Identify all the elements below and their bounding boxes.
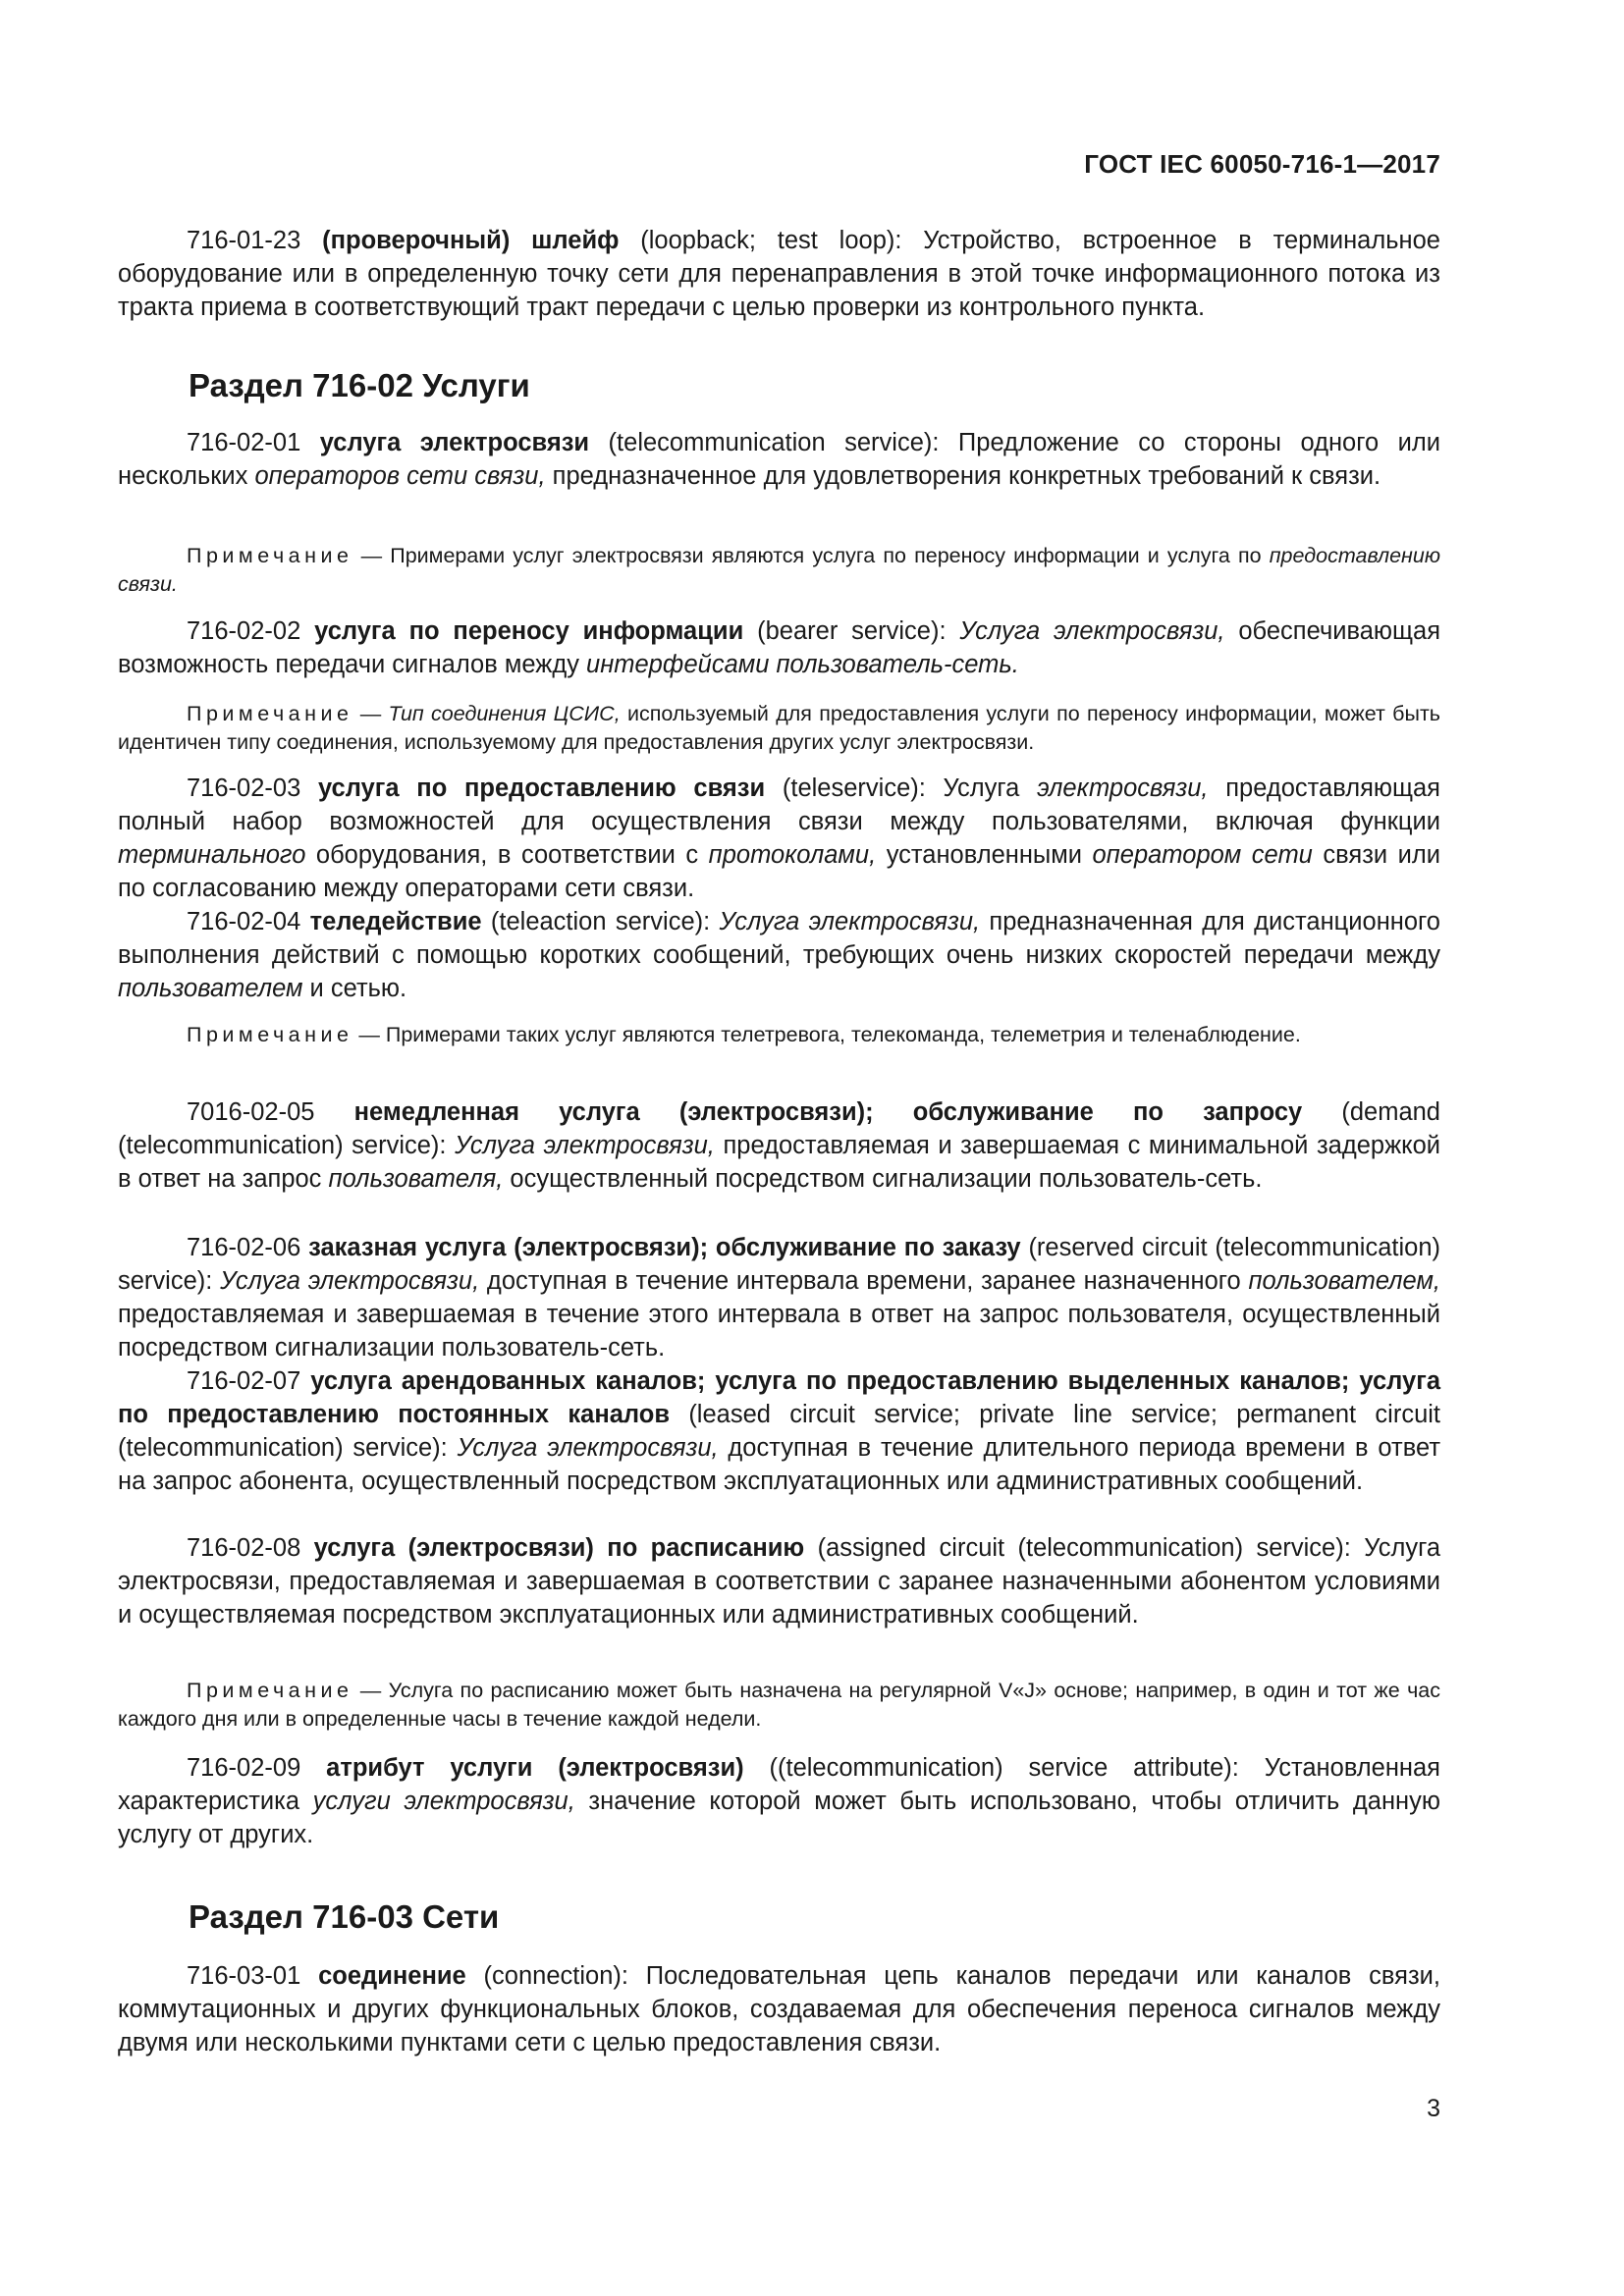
entry-term: услуга по переносу информации bbox=[314, 617, 744, 645]
entry-number: 7016-02-05 bbox=[187, 1098, 315, 1126]
entry-716-02-01: 716-02-01 услуга электросвязи (telecommunication service): Предложение со стороны одного или нескольких операторов сети связи, предназначенное для удовлетворения конкретных требований к связи. bbox=[118, 429, 1440, 490]
entry-number: 716-02-04 bbox=[187, 908, 301, 935]
entry-number: 716-02-02 bbox=[187, 617, 301, 645]
note-716-02-02: Примечание — Тип соединения ЦСИС, используемый для предоставления услуги по переносу информации, может быть идентичен типу соединения, используемому для предоставления других услуг электросвязи. bbox=[118, 702, 1440, 754]
entry-term: услуга по предоставлению связи bbox=[318, 774, 766, 802]
entry-716-02-07: 716-02-07 услуга арендованных каналов; услуга по предоставлению выделенных каналов; услуга по предоставлению постоянных каналов (leased circuit service; private line service; permanent circuit (telecommunication) service): Услуга электросвязи, доступная в течение длительного периода времени в ответ на запрос абонента, осуществленный посредством эксплуатационных или административных сообщений. bbox=[118, 1367, 1440, 1495]
entry-term: теледействие bbox=[309, 908, 482, 935]
section-heading-716-03 bbox=[118, 1898, 1440, 1936]
note-716-02-08: Примечание — Услуга по расписанию может быть назначена на регулярной V«J» основе; например, в один и тот же час каждого дня или в определенные часы в течение каждой недели. bbox=[118, 1679, 1440, 1731]
note-label: Примечание bbox=[187, 702, 353, 725]
section-heading-716-02 bbox=[118, 367, 1440, 404]
page-number: 3 bbox=[1427, 2095, 1440, 2122]
note-716-02-01: Примечание — Примерами услуг электросвязи являются услуга по переносу информации и услуга по предоставлению связи. bbox=[118, 544, 1440, 596]
entry-number: 716-03-01 bbox=[187, 1962, 301, 1990]
entry-number: 716-02-07 bbox=[187, 1367, 301, 1395]
note-label: Примечание bbox=[187, 1023, 353, 1046]
entry-716-02-06: 716-02-06 заказная услуга (электросвязи); обслуживание по заказу (reserved circuit (telecommunication) service): Услуга электросвязи, доступная в течение интервала времени, заранее назначенного пользователем, предоставляемая и завершаемая в течение этого интервала в ответ на запрос пользователя, осуществленный посредством сигнализации пользователь-сеть. bbox=[118, 1234, 1441, 1362]
entry-716-03-01: 716-03-01 соединение (connection): Последовательная цепь каналов передачи или каналов связи, коммутационных и других функциональных блоков, создаваемая для обеспечения переноса сигналов между двумя или несколькими пунктами сети с целью предоставления связи. bbox=[118, 1962, 1440, 2056]
entry-716-02-03: 716-02-03 услуга по предоставлению связи (teleservice): Услуга электросвязи, предоставляющая полный набор возможностей для осуществления связи между пользователями, включая функции терминального оборудования, в соответствии с протоколами, установленными оператором сети связи или по согласованию между операторами сети связи. bbox=[118, 774, 1441, 902]
section-title: Раздел 716-02 Услуги bbox=[189, 367, 530, 403]
section-title: Раздел 716-03 Сети bbox=[189, 1898, 500, 1935]
entry-716-02-08: 716-02-08 услуга (электросвязи) по расписанию (assigned circuit (telecommunication) service): Услуга электросвязи, предоставляемая и завершаемая в соответствии с заранее назначенными абонентом условиями и осуществляемая посредством эксплуатационных или административных сообщений. bbox=[118, 1534, 1440, 1629]
note-label: Примечание bbox=[187, 544, 353, 567]
entry-number: 716-02-06 bbox=[187, 1234, 301, 1261]
entry-number: 716-02-08 bbox=[187, 1534, 301, 1562]
entry-716-02-09: 716-02-09 атрибут услуги (электросвязи) ((telecommunication) service attribute): Установленная характеристика услуги электросвязи, значение которой может быть использовано, чтобы отличить данную услугу от других. bbox=[118, 1754, 1440, 1848]
entry-716-02-04: 716-02-04 теледействие (teleaction service): Услуга электросвязи, предназначенная для дистанционного выполнения действий с помощью коротких сообщений, требующих очень низких скоростей передачи между пользователем и сетью. bbox=[118, 908, 1440, 1002]
entry-term: атрибут услуги (электросвязи) bbox=[326, 1754, 744, 1782]
entry-term: услуга арендованных каналов; услуга по предоставлению выделенных каналов; услуга по предоставлению постоянных каналов bbox=[118, 1367, 1440, 1428]
entry-term: услуга (электросвязи) по расписанию bbox=[313, 1534, 805, 1562]
entry-term: (проверочный) шлейф bbox=[322, 227, 620, 254]
note-716-02-04: Примечание — Примерами таких услуг являются телетревога, телекоманда, телеметрия и теленаблюдение. bbox=[187, 1023, 1301, 1046]
entry-term: немедленная услуга (электросвязи); обслуживание по запросу bbox=[353, 1098, 1303, 1126]
document-header: ГОСТ IEC 60050-716-1—2017 bbox=[1084, 149, 1440, 179]
entry-term: соединение bbox=[318, 1962, 466, 1990]
entry-number: 716-02-01 bbox=[187, 429, 301, 456]
entry-number: 716-02-09 bbox=[187, 1754, 301, 1782]
entry-number: 716-01-23 bbox=[187, 227, 301, 254]
note-label: Примечание bbox=[187, 1679, 353, 1702]
entry-number: 716-02-03 bbox=[187, 774, 301, 802]
entry-716-02-05: 7016-02-05 немедленная услуга (электросвязи); обслуживание по запросу (demand (telecommunication) service): Услуга электросвязи, предоставляемая и завершаемая с минимальной задержкой в ответ на запрос пользователя, осуществленный посредством сигнализации пользователь-сеть. bbox=[118, 1098, 1440, 1193]
entry-term: услуга электросвязи bbox=[319, 429, 590, 456]
entry-716-01-23: 716-01-23 (проверочный) шлейф (loopback; test loop): Устройство, встроенное в терминальное оборудование или в определенную точку сети для перенаправления в этой точке информационного потока из тракта приема в соответствующий тракт передачи с целью проверки из контрольного пункта. bbox=[118, 227, 1440, 321]
entry-term: заказная услуга (электросвязи); обслуживание по заказу bbox=[308, 1234, 1021, 1261]
entry-716-02-02: 716-02-02 услуга по переносу информации (bearer service): Услуга электросвязи, обеспечивающая возможность передачи сигналов между интерфейсами пользователь-сеть. bbox=[118, 617, 1441, 678]
